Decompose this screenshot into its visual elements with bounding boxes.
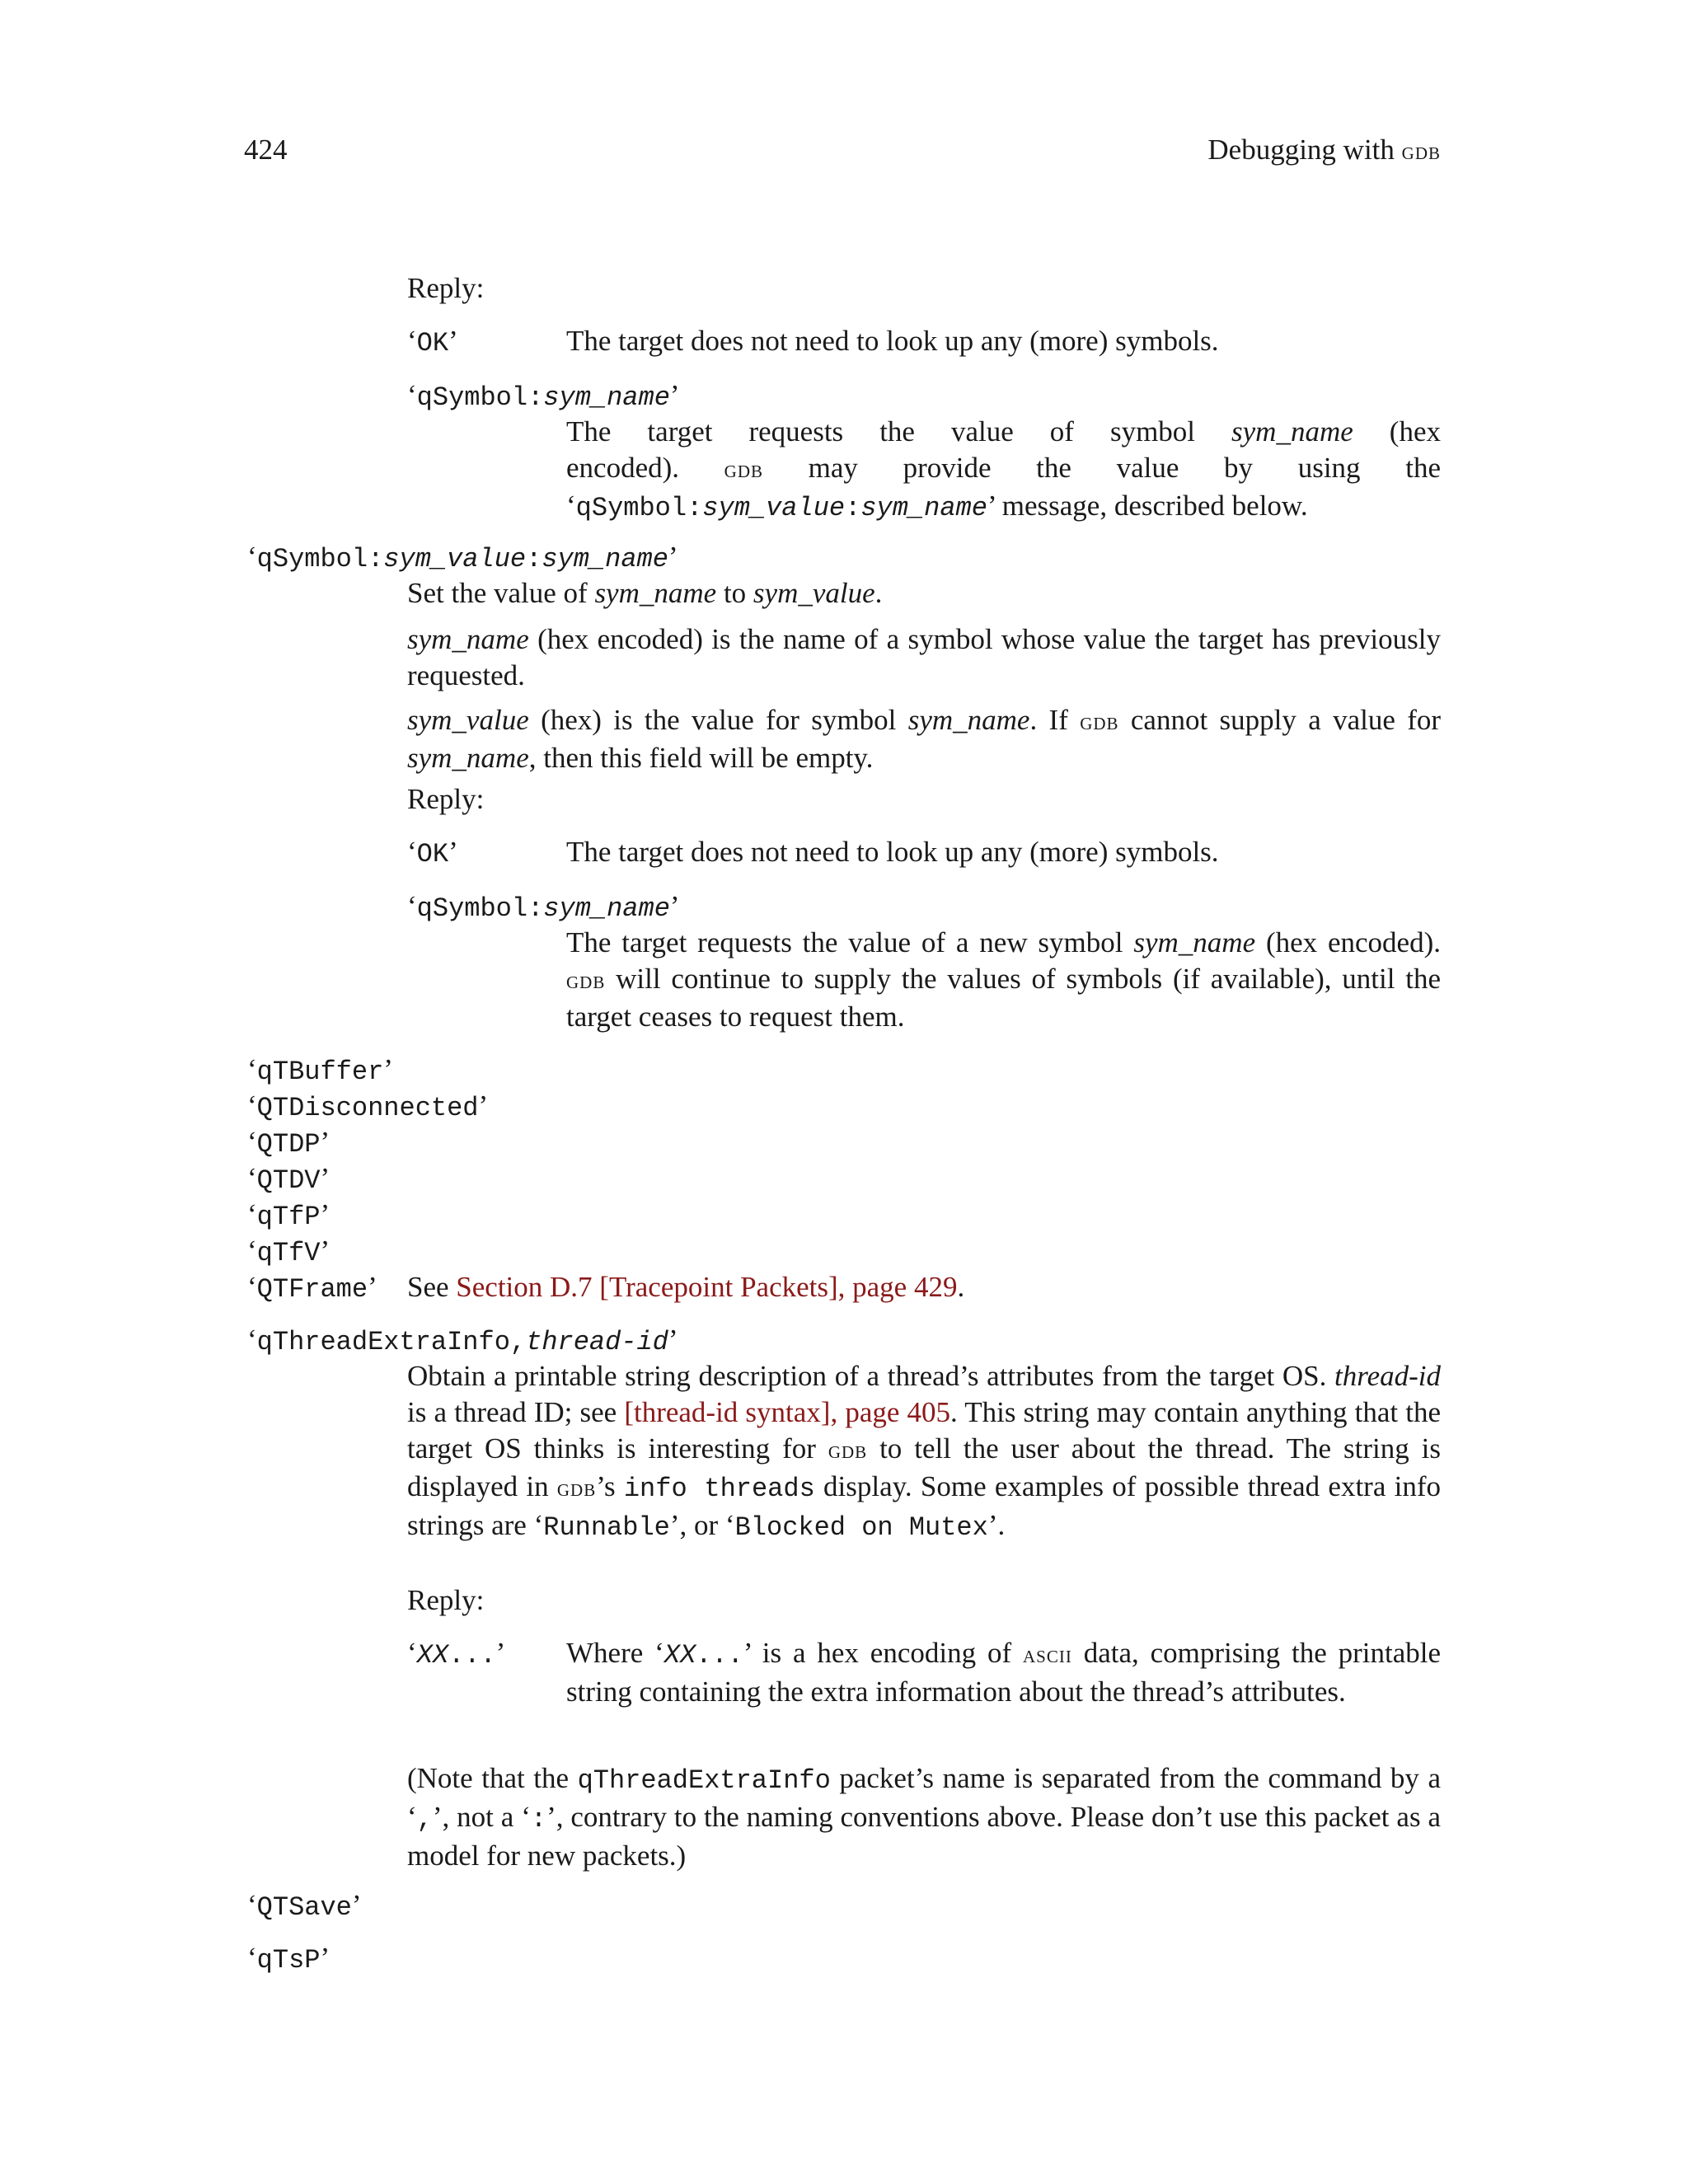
term-qtfv: ‘qTfV’ [247,1235,331,1268]
term-qtbuffer: ‘qTBuffer’ [247,1053,393,1087]
reply-qsymbol-term: ‘qSymbol:sym_name’ [407,890,680,924]
term-qtsp: ‘qTsP’ [247,1942,331,1975]
reply-label: Reply: [407,783,485,815]
reply-ok-desc: The target does not need to look up any (more) symbols. [566,836,1219,868]
tracepoint-packets-link[interactable]: Section D.7 [Tracepoint Packets], page 429 [456,1271,958,1303]
reply-xx-desc: Where ‘XX...’ is a hex encoding of ascii data, comprising the printable string containing the extra information about the thread’s attributes. [566,1637,1442,1708]
thread-extra-info-paragraph: Obtain a printable string description of a thread’s attributes from the target OS. thread-id is a thread ID; see [thread-id syntax], page 405. This string may contain anything that the target OS thinks is interesting for gdb to tell the user about the thread. The string is displayed in gdb’s info threads display. Some examples of possible thread extra info strings are ‘Runnable’, or ‘Blocked on Mutex’. [407,1360,1441,1543]
reply-xx-term: ‘XX...’ [407,1637,506,1671]
naming-note-paragraph: (Note that the qThreadExtraInfo packet’s name is separated from the command by a ‘,’, not a ‘:’, contrary to the naming conventions above. Please don’t use this packet as a model for new packets.) [407,1762,1441,1872]
term-qtsave: ‘QTSave’ [247,1889,362,1923]
reply-qsymbol-desc: The target requests the value of symbol sym_name (hex encoded). gdb may provide the value by using the ‘qSymbol:sym_value:sym_name’ message, described below. [566,415,1441,523]
reply-qsymbol-desc: The target requests the value of a new symbol sym_name (hex encoded). gdb will continue to supply the values of symbols (if available), until the target ceases to request them. [566,926,1441,1033]
running-title: Debugging with gdb [1207,134,1441,166]
sym-value-paragraph: sym_value (hex) is the value for symbol sym_name. If gdb cannot supply a value for sym_name, then this field will be empty. [407,704,1442,774]
thread-id-syntax-link[interactable]: [thread-id syntax], page 405 [624,1396,951,1428]
sym-name-paragraph: sym_name (hex encoded) is the name of a symbol whose value the target has previously requested. [407,623,1441,691]
reply-ok-term: ‘OK’ [407,325,458,359]
page-header [244,132,1441,168]
set-value-line: Set the value of sym_name to sym_value. [407,577,883,609]
tracepoint-see-line: See Section D.7 [Tracepoint Packets], page 429. [407,1271,965,1303]
term-qsymbol-value: ‘qSymbol:sym_value:sym_name’ [247,541,678,574]
reply-label: Reply: [407,272,485,304]
reply-label: Reply: [407,1584,485,1616]
term-qtframe: ‘QTFrame’ [247,1271,377,1305]
term-qtfp: ‘qTfP’ [247,1198,331,1232]
reply-ok-desc: The target does not need to look up any (more) symbols. [566,325,1219,357]
page-number: 424 [244,134,288,166]
reply-qsymbol-term: ‘qSymbol:sym_name’ [407,379,680,413]
term-qtdisconnected: ‘QTDisconnected’ [247,1090,489,1123]
term-qthreadextrainfo: ‘qThreadExtraInfo,thread-id’ [247,1324,678,1357]
term-qtdv: ‘QTDV’ [247,1162,331,1196]
term-qtdp: ‘QTDP’ [247,1126,331,1160]
reply-ok-term: ‘OK’ [407,836,458,869]
